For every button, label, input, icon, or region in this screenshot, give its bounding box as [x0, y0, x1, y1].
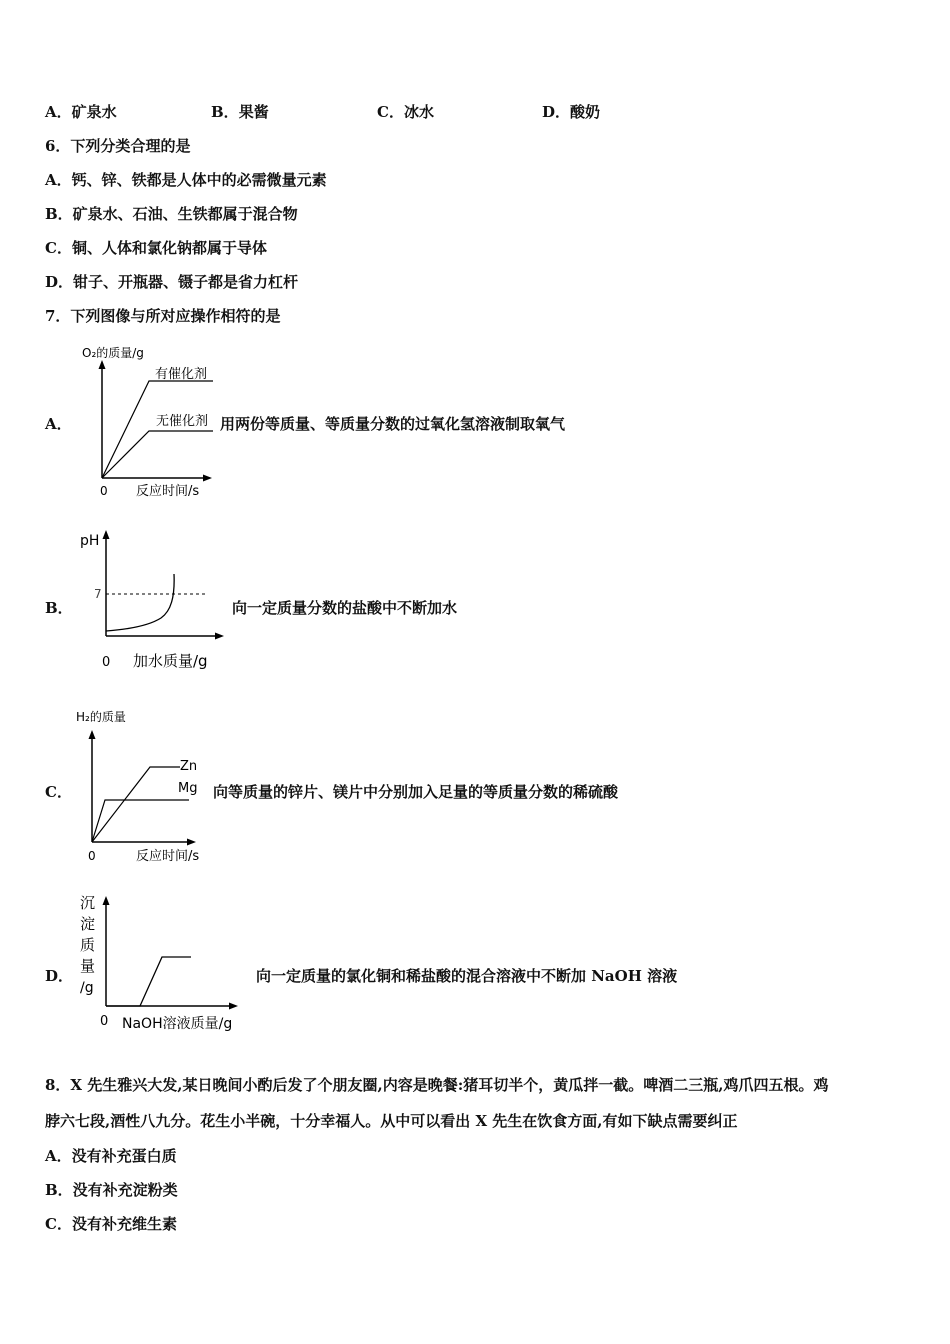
- x-axis-label: NaOH溶液质量/g: [122, 1016, 233, 1032]
- curve-without-catalyst: [102, 431, 213, 478]
- q8-stem-line-1: 8．X 先生雅兴大发,某日晚间小酌后发了个朋友圈,内容是晚餐:猪耳切半个，黄瓜拌一截。啤酒二三瓶,鸡爪四五根。鸡: [45, 1076, 829, 1094]
- q7-option-d-letter: D．: [45, 967, 74, 985]
- q7-option-c-letter: C．: [45, 783, 72, 801]
- curve-label-with-catalyst: 有催化剂: [155, 367, 208, 382]
- q6-option-a: A．钙、锌、铁都是人体中的必需微量元素: [45, 171, 327, 189]
- q7-graph-d: [74, 888, 254, 1036]
- y-axis-label: pH: [80, 533, 100, 549]
- curve-zn: [92, 767, 180, 842]
- y-axis-label-char-5: /g: [80, 980, 94, 996]
- q7-stem: 7．下列图像与所对应操作相符的是: [45, 307, 281, 325]
- origin-label: 0: [100, 1014, 109, 1029]
- x-axis-label: 反应时间/s: [136, 484, 200, 499]
- q7-graph-a: [78, 340, 218, 505]
- q5-option-b: B．果酱: [211, 103, 269, 121]
- y-axis-label: H₂的质量: [76, 710, 126, 724]
- q7-option-c-desc: 向等质量的锌片、镁片中分别加入足量的等质量分数的稀硫酸: [213, 783, 619, 801]
- y-axis-label-char-3: 质: [80, 936, 96, 954]
- y-axis-label-char-1: 沉: [80, 894, 96, 912]
- ph-curve: [106, 574, 174, 631]
- q6-stem: 6．下列分类合理的是: [45, 137, 191, 155]
- q7-graph-c: [72, 706, 212, 866]
- x-axis-label: 反应时间/s: [136, 849, 200, 864]
- precipitate-curve: [106, 957, 191, 1006]
- y-axis-label-char-4: 量: [80, 957, 96, 975]
- q7-option-a-letter: A．: [45, 415, 72, 433]
- q6-option-d: D．钳子、开瓶器、镊子都是省力杠杆: [45, 273, 299, 291]
- q8-option-b: B．没有补充淀粉类: [45, 1181, 178, 1199]
- q5-option-d: D．酸奶: [542, 103, 601, 121]
- curve-mg: [92, 800, 189, 842]
- q7-option-b-letter: B．: [45, 599, 73, 617]
- origin-label: 0: [100, 484, 108, 498]
- origin-label: 0: [88, 849, 96, 863]
- curve-label-without-catalyst: 无催化剂: [156, 414, 209, 429]
- q8-option-a: A．没有补充蛋白质: [45, 1147, 177, 1165]
- q5-options-row: [45, 102, 925, 122]
- q6-option-b: B．矿泉水、石油、生铁都属于混合物: [45, 205, 298, 223]
- origin-label: 0: [102, 655, 111, 670]
- q8-option-c: C．没有补充维生素: [45, 1215, 177, 1233]
- q6-option-c: C．铜、人体和氯化钠都属于导体: [45, 239, 267, 257]
- q8-stem-line-2: 脖六七段,酒性八九分。花生小半碗，十分幸福人。从中可以看出 X 先生在饮食方面,有如下缺点需要纠正: [45, 1112, 738, 1130]
- q5-option-a: A．矿泉水: [45, 103, 117, 121]
- curve-with-catalyst: [102, 381, 213, 478]
- y-axis-label-char-2: 淀: [80, 915, 96, 933]
- ph-7-label: 7: [94, 587, 102, 601]
- curve-label-zn: Zn: [180, 759, 198, 774]
- y-axis-label: O₂的质量/g: [82, 346, 144, 360]
- curve-label-mg: Mg: [178, 781, 198, 796]
- q5-option-c: C．冰水: [377, 103, 434, 121]
- q7-graph-b: [78, 525, 228, 675]
- q7-option-a-desc: 用两份等质量、等质量分数的过氧化氢溶液制取氧气: [220, 415, 566, 433]
- q7-option-d-desc: 向一定质量的氯化铜和稀盐酸的混合溶液中不断加 NaOH 溶液: [256, 967, 678, 985]
- x-axis-label: 加水质量/g: [133, 652, 208, 670]
- q7-option-b-desc: 向一定质量分数的盐酸中不断加水: [232, 599, 458, 617]
